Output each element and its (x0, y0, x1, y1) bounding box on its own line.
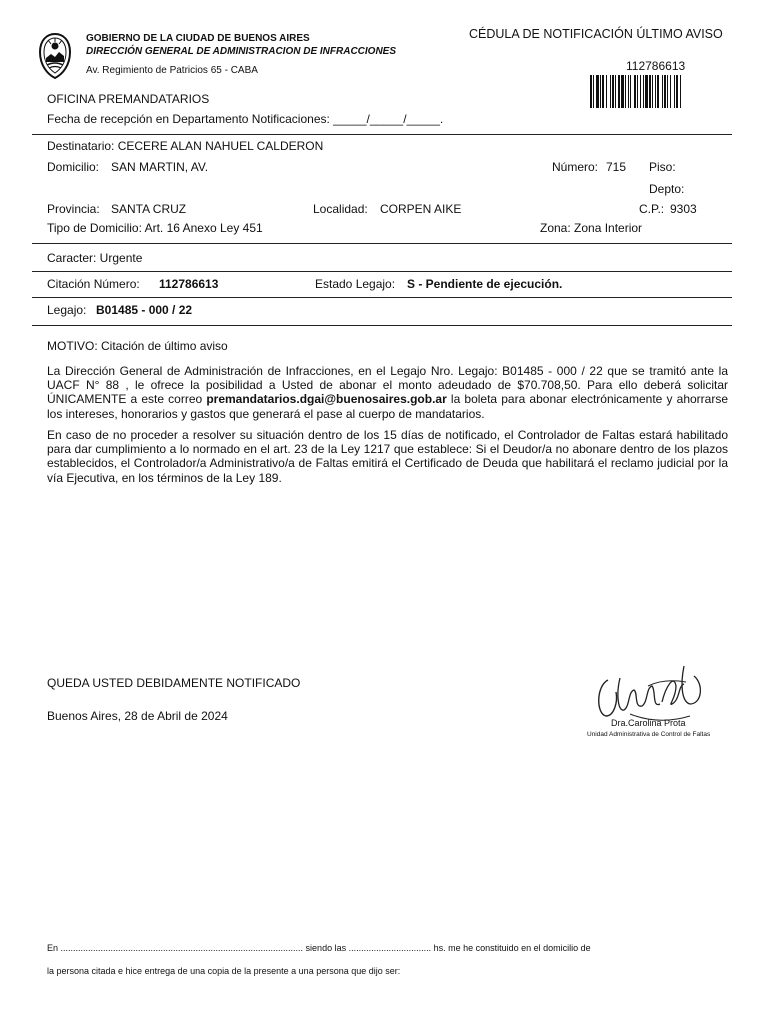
barcode-bar (676, 75, 678, 108)
divider (32, 325, 732, 326)
barcode-bar (618, 75, 620, 108)
barcode-bar (615, 75, 616, 108)
barcode-bar (600, 75, 601, 108)
body-paragraph-1 (47, 364, 728, 421)
header-address: Av. Regimiento de Patricios 65 - CABA (86, 65, 258, 76)
caracter: Caracter: Urgente (47, 251, 143, 265)
barcode-bar (590, 75, 592, 108)
date-line: Buenos Aires, 28 de Abril de 2024 (47, 709, 228, 723)
barcode-bar (655, 75, 656, 108)
barcode-bar (628, 75, 629, 108)
estado-value: S - Pendiente de ejecución. (407, 277, 563, 291)
signer-name: Dra.Carolina Prota (611, 718, 686, 728)
divider (32, 243, 732, 244)
barcode-bar (610, 75, 611, 108)
zona: Zona: Zona Interior (540, 221, 643, 235)
barcode-icon (590, 75, 718, 108)
document-title: CÉDULA DE NOTIFICACIÓN ÚLTIMO AVISO (469, 27, 723, 41)
barcode-bar (649, 75, 651, 108)
numero-label: Número: (552, 160, 599, 174)
barcode-bar (606, 75, 607, 108)
paragraph-text: La Dirección General de Administración de Infracciones, en el Legajo Nro. Legajo: B01485 - 000 / 22 que se tramitó ante la UACF N° 88 , le ofrece la posibilidad a Usted de abonar el monto adeudado de $70.708,50. Para ello deberá solicitar ÚNICAMENTE a este correo (47, 364, 728, 407)
provincia-label: Provincia: (47, 202, 100, 216)
barcode-bar (652, 75, 653, 108)
barcode-number: 112786613 (626, 59, 686, 73)
barcode-bar (593, 75, 594, 108)
domicilio-value: SAN MARTIN, AV. (111, 160, 209, 174)
tipo-domicilio: Tipo de Domicilio: Art. 16 Anexo Ley 451 (47, 221, 263, 235)
divider (32, 271, 732, 272)
barcode-bar (662, 75, 663, 108)
provincia-value: SANTA CRUZ (111, 202, 187, 216)
depto-label: Depto: (649, 182, 685, 196)
barcode-bar (602, 75, 604, 108)
numero-value: 715 (606, 160, 627, 174)
signer-unit: Unidad Administrativa de Control de Faltas (587, 731, 711, 738)
contact-email: premandatarios.dgai@buenosaires.gob.ar (206, 392, 447, 407)
body-paragraph-2: En caso de no proceder a resolver su situación dentro de los 15 días de notificado, el Controlador de Faltas estará habilitado para dar cumplimiento a lo normado en el art. 23 de la Ley 1217 que establece: Si el Deudor/a no abonare dentro de los plazos establecidos, el Controlador/a Administrativo/a de Faltas emitirá el Certificado de Deuda que habilitará el reclamo judicial por la vía Ejecutiva, en los términos de la Ley 189. (47, 428, 728, 485)
cp-value: 9303 (670, 202, 697, 216)
barcode-bar (657, 75, 659, 108)
legajo-label: Legajo: (47, 303, 87, 317)
barcode-bar (637, 75, 638, 108)
barcode-bar (680, 75, 681, 108)
citacion-value: 112786613 (159, 277, 219, 291)
recipient-name: Destinatario: CECERE ALAN NAHUEL CALDERON (47, 139, 324, 153)
legajo-value: B01485 - 000 / 22 (96, 303, 193, 317)
barcode-bar (645, 75, 648, 108)
directorate-name: DIRECCIÓN GENERAL DE ADMINISTRACION DE INFRACCIONES (86, 46, 397, 57)
barcode-bar (640, 75, 641, 108)
footer-line-2: la persona citada e hice entrega de una copia de la presente a una persona que dijo ser: (47, 966, 401, 976)
reception-date-line: Fecha de recepción en Departamento Notificaciones: _____/_____/_____. (47, 112, 444, 126)
government-name: GOBIERNO DE LA CIUDAD DE BUENOS AIRES (86, 33, 310, 44)
cp-label: C.P.: (639, 202, 665, 216)
notified-statement: QUEDA USTED DEBIDAMENTE NOTIFICADO (47, 676, 301, 690)
divider (32, 134, 732, 135)
barcode-bar (612, 75, 614, 108)
barcode-bar (621, 75, 624, 108)
motivo: MOTIVO: Citación de último aviso (47, 339, 228, 353)
paragraph-text: la boleta para abonar electrónicamente y ahorrarse los intereses, honorarios y gastos que generará el pase al cuerpo de mandatarios. (47, 392, 728, 421)
office-name: OFICINA PREMANDATARIOS (47, 92, 210, 106)
barcode-bar (670, 75, 671, 108)
barcode-bar (630, 75, 631, 108)
barcode-bar (643, 75, 644, 108)
footer-line-1: En ................................................................................................. siendo las ................................. hs. me he constituido en el domicilio de (47, 943, 591, 953)
divider (32, 297, 732, 298)
city-coat-of-arms-icon (37, 32, 73, 80)
barcode-bar (596, 75, 599, 108)
localidad-value: CORPEN AIKE (380, 202, 462, 216)
domicilio-label: Domicilio: (47, 160, 100, 174)
localidad-label: Localidad: (313, 202, 368, 216)
piso-label: Piso: (649, 160, 676, 174)
barcode-bar (625, 75, 626, 108)
barcode-bar (674, 75, 675, 108)
estado-label: Estado Legajo: (315, 277, 396, 291)
barcode-bar (664, 75, 666, 108)
citacion-label: Citación Número: (47, 277, 140, 291)
barcode-bar (634, 75, 636, 108)
barcode-bar (667, 75, 668, 108)
